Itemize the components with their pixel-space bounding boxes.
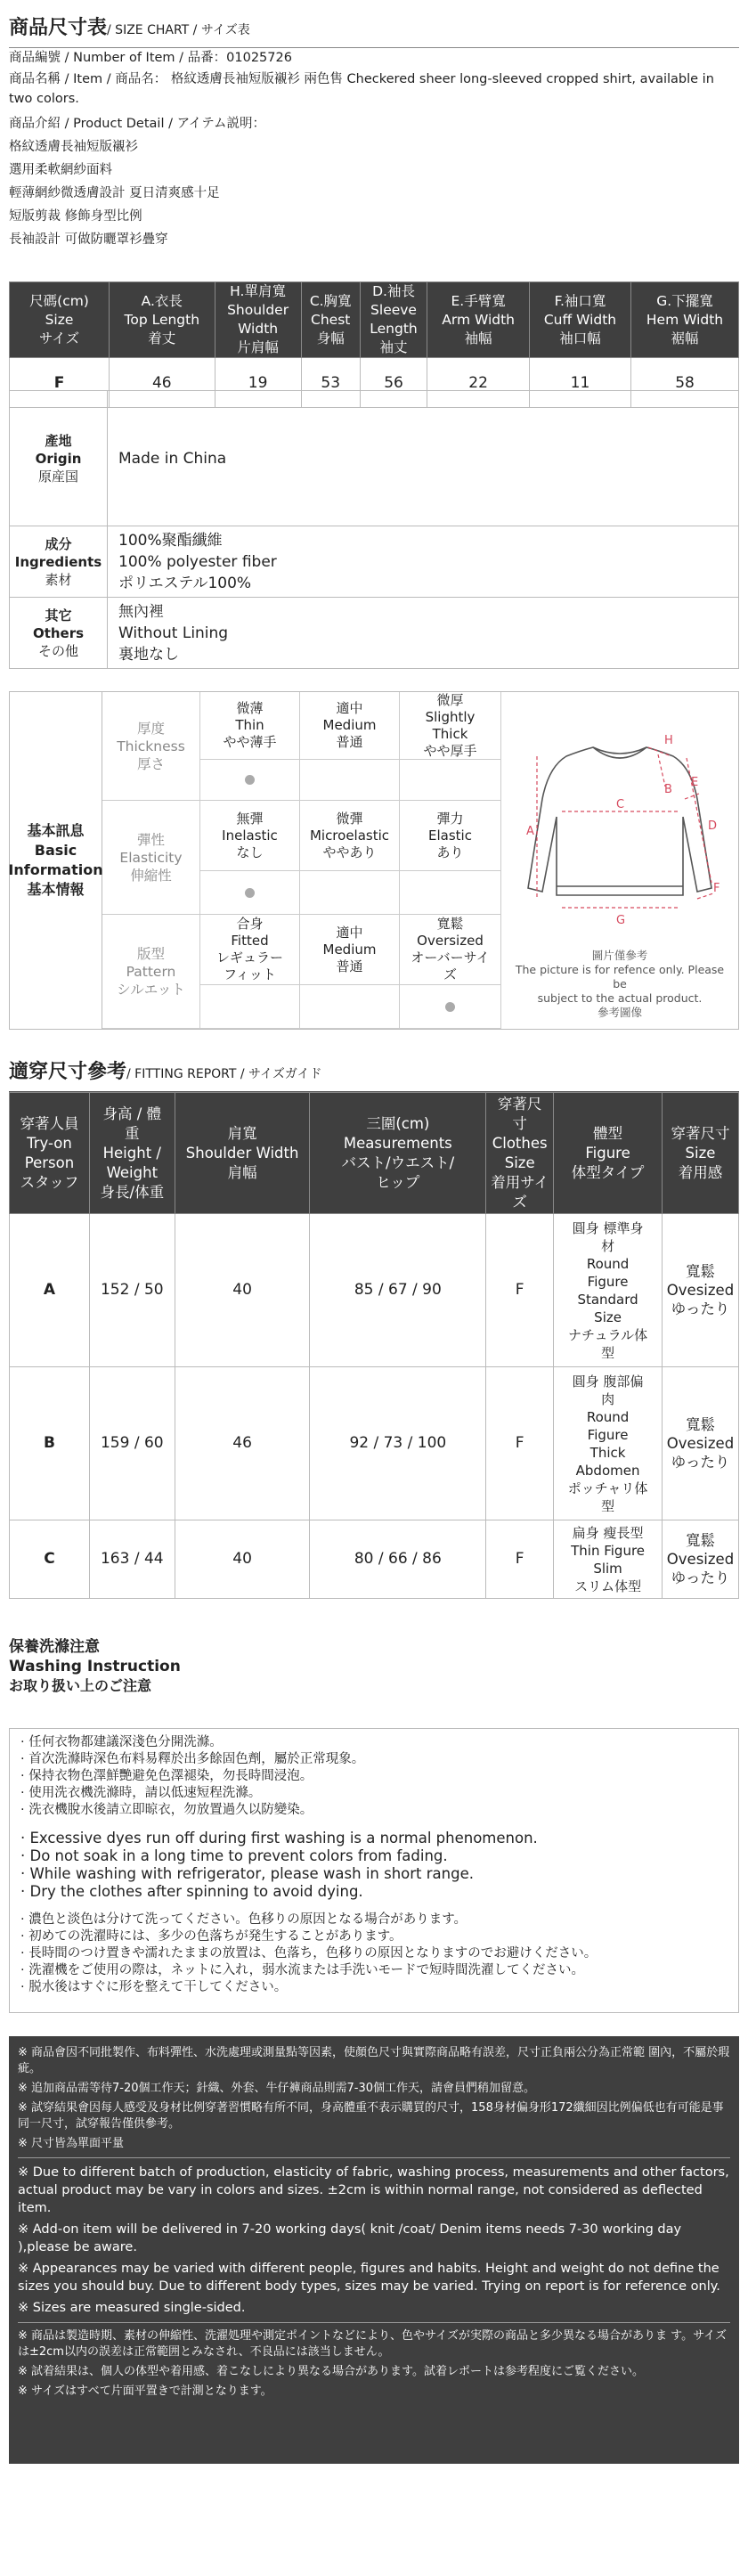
option-text: Medium (322, 941, 377, 958)
option-text: 微厚 (436, 691, 464, 708)
option-indicator (400, 985, 501, 1029)
try-on-person: B (10, 1367, 90, 1520)
washing-line: · 長時間のつけ置きや濡れたままの放置は、色落ち，色移りの原因となりますのでお避けください。 (20, 1946, 598, 1961)
fitting-row (10, 1214, 739, 1367)
fitting-header-cell (310, 1093, 486, 1214)
option-indicator (400, 871, 501, 915)
fit-feel (662, 1367, 738, 1520)
size-cell: 53 (301, 358, 360, 408)
height-weight: 152 / 50 (89, 1214, 175, 1367)
header-text: 身高 / 體 (102, 1105, 162, 1122)
option-text: 適中 (336, 700, 363, 716)
measurements: 80 / 66 / 86 (310, 1520, 486, 1599)
notes-ja (18, 2328, 730, 2400)
fit-text: 寬鬆 (685, 1532, 715, 1549)
garment-diagram (508, 701, 731, 1022)
note-line: ※ 試穿結果會因每人感受及身材比例穿著習慣略有所不同，身高體重不表示購買的尺寸，158身材偏身形172纖細因比例偏低也有可能是事同一尺寸，試穿報告僅供參考。 (18, 2101, 724, 2131)
fitting-header (9, 1056, 739, 1093)
header-text: Size (685, 1144, 716, 1162)
figure-text: Abdomen (575, 1462, 640, 1479)
option-text: 微薄 (236, 700, 264, 716)
fitting-header-cell (175, 1093, 310, 1214)
header-text: 着用感 (678, 1163, 723, 1181)
attribute-label-text: 厚さ (136, 755, 165, 772)
figure-text: Thick (589, 1444, 626, 1461)
note-line: ※ 追加商品需等待7-20個工作天；針織、外套、牛仔褲商品則需7-30個工作天，請會員們稍加留意。 (18, 2082, 536, 2095)
note-line: ※ 商品會因不同批製作、布料彈性、水洗處理或測量點等因素，使顏色尺寸與實際商品略有誤差，尺寸正負兩公分為正常範 圍內，不屬於瑕疵。 (18, 2046, 730, 2075)
selected-dot-icon (245, 775, 255, 785)
figure-text: 圓身 標準身 (572, 1219, 644, 1236)
washing-line: · 使用洗衣機洗滌時，請以低速短程洗滌。 (20, 1786, 262, 1800)
shoulder-width: 40 (175, 1214, 310, 1367)
option-text: オーバーサイ (411, 950, 490, 966)
option-text: Thick (432, 725, 468, 742)
attribute-label-text: Thickness (117, 738, 185, 754)
item-detail-label: 商品介紹 / Product Detail / アイテム説明： (9, 117, 266, 131)
item-detail-line: 選用柔軟網紗面料 (9, 163, 112, 177)
origin-label: 產地 Origin 原産国 (10, 391, 108, 526)
option-text: 普通 (336, 734, 363, 750)
header-cell-hem: G.下擺寬 Hem Width 裾幅 (631, 282, 739, 358)
header-cell-cuff: F.袖口寬 Cuff Width 袖口幅 (529, 282, 630, 358)
size-cell: 56 (360, 358, 427, 408)
attribute-label-text: 伸縮性 (130, 867, 172, 884)
fitting-table (9, 1092, 739, 1599)
figure-text: ポッチャリ体 (567, 1480, 648, 1496)
option-text: フィット (224, 966, 276, 982)
page-title: 商品尺寸表 (9, 17, 108, 39)
height-weight: 163 / 44 (89, 1520, 175, 1599)
header-cell-sleeve: D.袖長 Sleeve Length 袖丈 (360, 282, 427, 358)
washing-line: · Excessive dyes run off during first washing is a normal phenomenon. (20, 1830, 538, 1846)
attribute-grid (102, 692, 501, 1029)
option-text: Slightly (425, 708, 476, 725)
header-text: 穿著人員 (20, 1114, 79, 1132)
diagram-label: F (713, 882, 720, 895)
figure-text: Figure (587, 1273, 629, 1290)
fitting-subtitle: / FITTING REPORT / サイズガイド (126, 1067, 322, 1081)
basic-info-panel (9, 691, 739, 1030)
size-cell: 22 (427, 358, 530, 408)
diagram-label: G (616, 914, 626, 927)
fit-feel (662, 1214, 738, 1367)
sweater-illustration (508, 701, 731, 950)
attribute-label-text: 厚度 (136, 720, 165, 737)
header-text: スタッフ (20, 1173, 79, 1191)
item-info (9, 46, 739, 251)
size-cell: 19 (215, 358, 301, 408)
attribute-option (300, 692, 400, 760)
diagram-label: H (664, 734, 673, 747)
others-value: 無內裡 Without Lining 裏地なし (108, 598, 739, 669)
header-text: Try-on (27, 1134, 72, 1152)
diagram-label: D (708, 819, 718, 833)
item-detail-line: 格紋透膚長袖短版襯衫 (9, 140, 138, 154)
fitting-header-cell (89, 1093, 175, 1214)
figure-text: 扁身 瘦長型 (572, 1524, 644, 1541)
figure-text: Thin Figure (571, 1542, 646, 1559)
option-indicator (200, 871, 300, 915)
attribute-option (200, 692, 300, 760)
attribute-label-elasticity (102, 801, 200, 915)
fit-text: ゆったり (671, 1569, 730, 1586)
figure-text: Round (586, 1408, 630, 1425)
diagram-caption: 圖片僅參考 The picture is for refence only. Please be subject to the actual product. 參考圖像 (515, 949, 725, 1019)
option-text: Oversized (417, 933, 484, 949)
option-text: 彈力 (436, 810, 464, 827)
washing-instructions (9, 1728, 739, 2013)
figure-text: 材 (601, 1237, 615, 1254)
washing-line: · 任何衣物都建議深淺色分開洗滌。 (20, 1735, 223, 1749)
clothes-size: F (486, 1520, 554, 1599)
size-table-header (10, 282, 739, 358)
washing-line: · 保持衣物色澤鮮艷避免色澤褪染，勿長時間浸泡。 (20, 1769, 313, 1783)
fit-text: Ovesized (666, 1551, 735, 1568)
attribute-option (300, 915, 400, 985)
fitting-header-cell (10, 1093, 90, 1214)
diagram-label: A (526, 825, 534, 838)
option-text: 適中 (336, 924, 363, 941)
measurements: 85 / 67 / 90 (310, 1214, 486, 1367)
fitting-header-cell (486, 1093, 554, 1214)
attribute-label-pattern (102, 915, 200, 1029)
header-text: 身長/体重 (100, 1183, 165, 1201)
header-cell-shoulder: H.單肩寬 Shoulder Width 片肩幅 (215, 282, 301, 358)
option-indicator (200, 760, 300, 801)
figure-text: Standard (577, 1291, 638, 1308)
option-text: やや薄手 (223, 734, 277, 750)
size-table (9, 281, 739, 408)
fit-text: 寬鬆 (685, 1263, 715, 1280)
option-text: 寬鬆 (436, 916, 464, 932)
washing-title: 保養洗滌注意 Washing Instruction お取り扱い上のご注意 (9, 1638, 181, 1694)
shoulder-width: 46 (175, 1367, 310, 1520)
ingredients-label: 成分 Ingredients 素材 (10, 526, 108, 598)
shoulder-width: 40 (175, 1520, 310, 1599)
option-text: ズ (443, 966, 457, 982)
option-text: Thin (235, 717, 264, 733)
washing-line: · 濃色と淡色は分けて洗ってください。色移りの原因となる場合があります。 (20, 1912, 467, 1927)
fitting-row (10, 1520, 739, 1599)
others-row (10, 598, 739, 669)
washing-line: · Dry the clothes after spinning to avoid dying. (20, 1883, 363, 1900)
selected-dot-icon (445, 1002, 455, 1012)
option-text: Medium (322, 717, 377, 733)
header-text: ズ (512, 1193, 527, 1211)
attribute-label-thickness (102, 692, 200, 801)
origin-value: Made in China (108, 391, 739, 526)
fitting-header-cell (662, 1093, 738, 1214)
fit-text: Ovesized (666, 1435, 735, 1452)
washing-en (20, 1830, 728, 1901)
header-cell-chest: C.胸寬 Chest 身幅 (301, 282, 360, 358)
washing-line: · While washing with refrigerator, please wash in short range. (20, 1865, 474, 1882)
header-text: Weight (106, 1163, 159, 1181)
fitting-title: 適穿尺寸參考 (9, 1061, 127, 1083)
size-cell: 11 (529, 358, 630, 408)
attribute-option (400, 801, 501, 871)
washing-line: · 洗衣機脫水後請立即晾衣，勿放置過久以防變染。 (20, 1803, 313, 1817)
header-text: Clothes (492, 1134, 548, 1152)
header-cell-top-length: A.衣長 Top Length 着丈 (110, 282, 215, 358)
washing-zh (20, 1734, 728, 1819)
figure-text: Round (586, 1255, 630, 1272)
item-detail-line: 短版剪裁 修飾身型比例 (9, 209, 142, 224)
fit-text: 寬鬆 (685, 1416, 715, 1433)
washing-line: · 洗濯機をご使用の際は，ネットに入れ，弱水流または手洗いモードで短時間洗濯してください。 (20, 1963, 585, 1977)
option-text: 無彈 (236, 810, 264, 827)
figure-text: 型 (601, 1344, 615, 1361)
option-indicator (300, 871, 400, 915)
option-text: 合身 (236, 916, 264, 932)
attribute-label-text: シルエット (117, 981, 185, 998)
attribute-label-text: 版型 (136, 945, 165, 962)
attribute-option (200, 915, 300, 985)
header (9, 12, 739, 48)
header-text: Person (24, 1153, 75, 1171)
note-line: ※ Due to different batch of production, elasticity of fabric, washing process, measurements and other factors, actual product may be vary in colors and sizes. ±2cm is within normal range, not considered as deflected item. (18, 2165, 729, 2215)
item-number: 商品編號 / Number of Item / 品番：01025726 (9, 51, 292, 65)
option-text: やや厚手 (423, 742, 477, 759)
header-cell-size: 尺碼(cm) Size サイズ (10, 282, 110, 358)
figure-type (554, 1520, 663, 1599)
option-text: Fitted (231, 933, 269, 949)
diagram-label: E (691, 776, 699, 789)
note-line: ※ Appearances may be varied with different people, figures and habits. Height and weight do not define the sizes you should buy. Due to different body types, sizes may be varied. Trying on report is for reference only. (18, 2262, 720, 2294)
fitting-row (10, 1367, 739, 1520)
attribute-label-text: 彈性 (136, 831, 165, 848)
attribute-option (400, 692, 501, 760)
header-text: 穿著尺寸 (671, 1124, 730, 1142)
note-line: ※ Sizes are measured single-sided. (18, 2301, 246, 2315)
option-text: Elastic (428, 827, 472, 844)
option-indicator (300, 985, 400, 1029)
figure-text: Slim (593, 1560, 622, 1577)
diagram-label: C (616, 798, 625, 811)
header-text: ヒップ (376, 1173, 420, 1191)
page-subtitle: / SIZE CHART / サイズ表 (107, 23, 250, 37)
figure-text: 肉 (601, 1390, 615, 1407)
washing-line: · 脱水後はすぐに形を整えて干してください。 (20, 1980, 288, 1994)
attribute-option (300, 801, 400, 871)
attribute-label-text: Elasticity (119, 849, 183, 866)
option-text: レギュラー (215, 950, 283, 966)
header-text: Measurements (343, 1134, 452, 1152)
note-line: ※ サイズはすべて片面平置きで計測となります。 (18, 2384, 272, 2398)
header-text: バスト/ウエスト/ (341, 1153, 455, 1171)
header-text: 三圍(cm) (366, 1114, 430, 1132)
attribute-option (400, 915, 501, 985)
clothes-size: F (486, 1367, 554, 1520)
diagram-label: B (664, 783, 672, 796)
header-text: Shoulder Width (185, 1144, 299, 1162)
fitting-header-row (10, 1093, 739, 1214)
note-line: ※ 試着結果は、個人の体型や着用感、着こなしにより異なる場合があります。試着レポートは参考程度にご覧ください。 (18, 2365, 644, 2378)
fit-text: ゆったり (671, 1300, 730, 1317)
item-detail-line: 長袖設計 可做防曬罩衫疊穿 (9, 232, 168, 247)
option-text: 普通 (336, 958, 363, 974)
fit-text: ゆったり (671, 1454, 730, 1471)
header-text: Height / (102, 1144, 161, 1162)
figure-text: 型 (601, 1497, 615, 1514)
fit-feel (662, 1520, 738, 1599)
washing-line: · 首次洗滌時深色布料易釋於出多餘固色劑，屬於正常現象。 (20, 1752, 365, 1766)
height-weight: 159 / 60 (89, 1367, 175, 1520)
option-text: あり (436, 844, 464, 860)
size-cell: 46 (110, 358, 215, 408)
header-text: 体型タイプ (571, 1163, 645, 1181)
header-text: 着用サイ (491, 1173, 549, 1191)
ingredients-value: 100%聚酯纖維 100% polyester fiber ポリエステル100% (108, 526, 739, 598)
header-cell-arm: E.手臂寬 Arm Width 袖幅 (427, 282, 530, 358)
try-on-person: A (10, 1214, 90, 1367)
try-on-person: C (10, 1520, 90, 1599)
attribute-option (200, 801, 300, 871)
header-text: Size (504, 1153, 535, 1171)
note-line: ※ 尺寸皆為單面平量 (18, 2137, 125, 2150)
option-indicator (400, 760, 501, 801)
figure-type (554, 1367, 663, 1520)
notes-en (18, 2164, 730, 2317)
washing-line: · 初めての洗濯時には、多少の色落ちが発生することがあります。 (20, 1929, 402, 1944)
figure-type (554, 1214, 663, 1367)
header-text: 體型 (593, 1124, 623, 1142)
meta-table (9, 390, 739, 669)
header-text: Figure (585, 1144, 630, 1162)
option-indicator (300, 760, 400, 801)
clothes-size: F (486, 1214, 554, 1367)
option-text: ややあり (322, 844, 377, 860)
item-name: 商品名稱 / Item / 商品名： 格紋透膚長袖短版襯衫 兩色售 Checkered sheer long-sleeved cropped shirt, available in two colors. (9, 72, 714, 106)
option-text: 微彈 (336, 810, 363, 827)
selected-dot-icon (245, 888, 255, 898)
measurements: 92 / 73 / 100 (310, 1367, 486, 1520)
basic-info-label: 基本訊息 Basic Information 基本情報 (10, 692, 102, 1029)
header-text: 穿著尺 (497, 1095, 542, 1113)
origin-row (10, 391, 739, 526)
fit-text: Ovesized (666, 1282, 735, 1299)
attribute-label-text: Pattern (126, 963, 176, 980)
washing-ja (20, 1912, 728, 1996)
notes-panel (9, 2036, 739, 2464)
option-text: なし (236, 844, 264, 860)
size-cell: F (10, 358, 110, 408)
note-line: ※ Add-on item will be delivered in 7-20 working days( knit /coat/ Denim items needs 7-30 working day ),please be aware. (18, 2222, 682, 2254)
figure-text: Figure (587, 1426, 629, 1443)
fitting-header-cell (554, 1093, 663, 1214)
note-line: ※ 商品は製造時期、素材の伸縮性、洗濯処理や測定ポイントなどにより、色やサイズが実際の商品と多少異なる場合がありま す。サイズは±2cm以内の誤差は正常範囲とみなされ、不良品には該当しません。 (18, 2329, 728, 2359)
size-cell: 58 (631, 358, 739, 408)
notes-zh (18, 2045, 730, 2152)
header-text: 寸 (512, 1114, 527, 1132)
washing-line: · Do not soak in a long time to prevent colors from fading. (20, 1847, 448, 1864)
header-text: 肩幅 (227, 1163, 257, 1181)
header-text: 重 (125, 1124, 140, 1142)
others-label: 其它 Others その他 (10, 598, 108, 669)
figure-text: Size (594, 1308, 622, 1325)
option-text: Microelastic (309, 827, 390, 844)
figure-text: ナチュラル体 (568, 1326, 648, 1343)
ingredients-row (10, 526, 739, 598)
item-detail-line: 輕薄網紗微透膚設計 夏日清爽感十足 (9, 186, 220, 200)
option-indicator (200, 985, 300, 1029)
option-text: Inelastic (222, 827, 278, 844)
figure-text: 圓身 腹部偏 (572, 1373, 644, 1390)
figure-text: スリム体型 (574, 1577, 642, 1594)
header-text: 肩寬 (227, 1124, 257, 1142)
